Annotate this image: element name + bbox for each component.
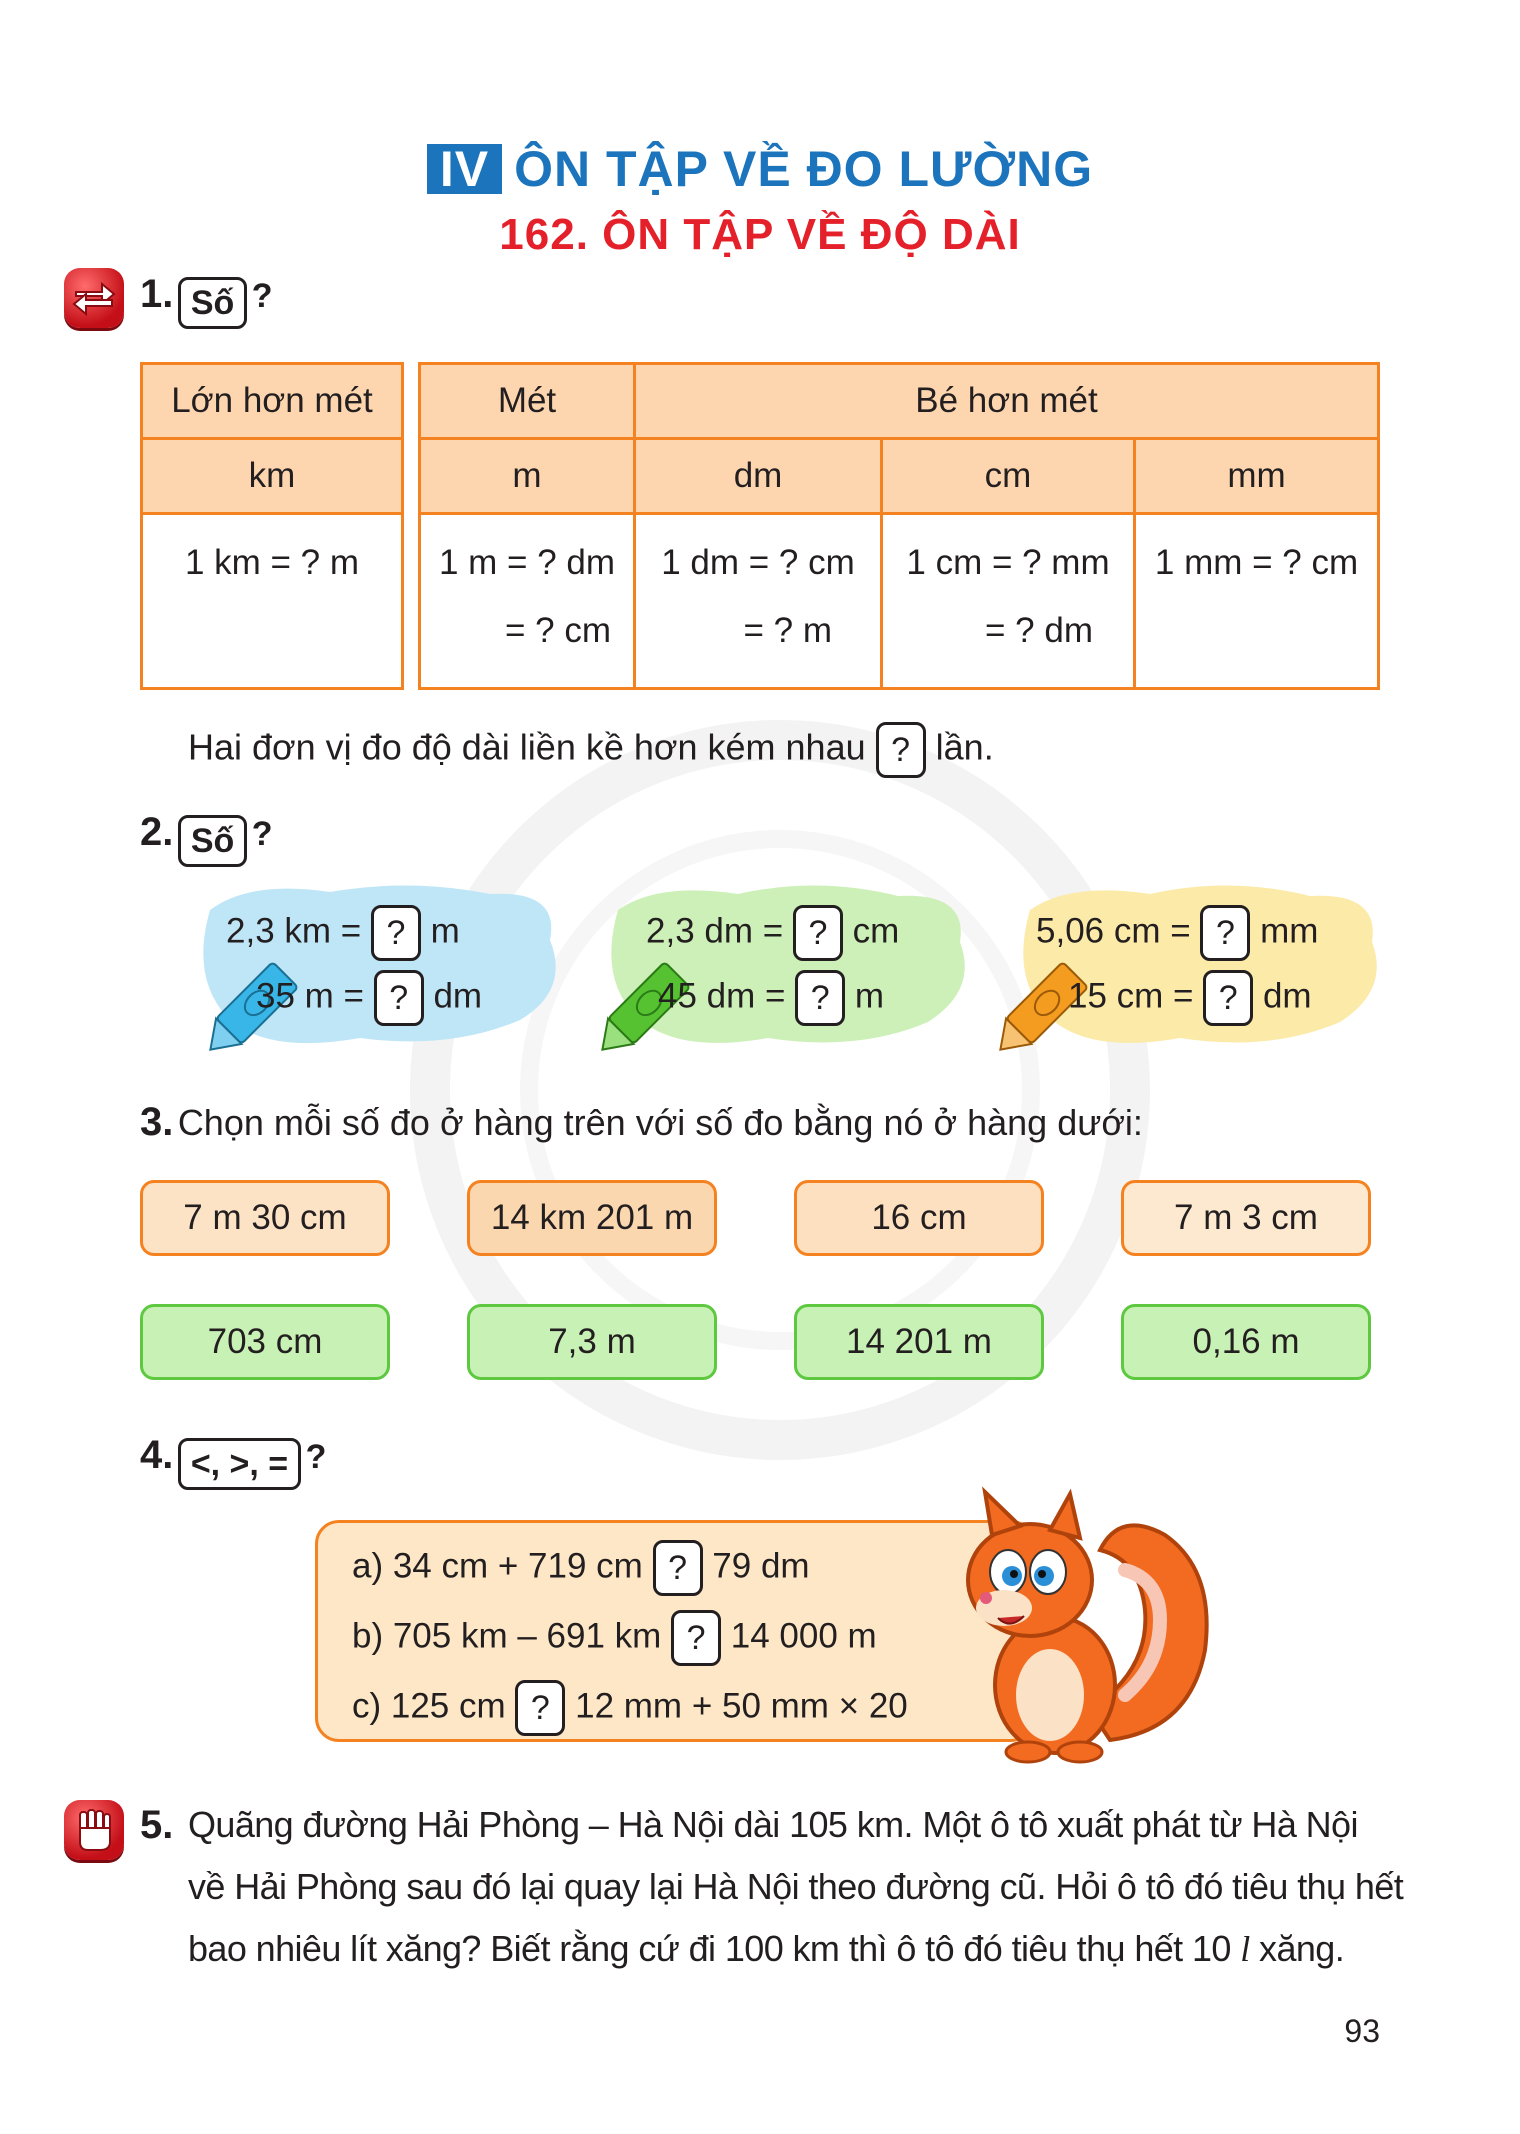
q2-heading [140,810,273,867]
cell-cm [882,514,1135,689]
q2-g1-r2-unit: dm [433,976,483,1016]
cell-mm [1135,514,1379,689]
cell-m [420,514,635,689]
chapter-title [0,140,1520,198]
q2-group3-row2 [1068,970,1312,1026]
q1-sentence [188,722,994,778]
raised-fist-icon [64,1800,124,1860]
cell-dm-line1: 1 dm = ? cm [661,543,855,582]
q2-g3-r2-unit: dm [1262,976,1312,1016]
section-badge: IV [427,144,502,194]
cell-dm [635,514,882,689]
unit-dm: dm [635,439,882,514]
q3-top-card-4[interactable]: 7 m 3 cm [1121,1180,1371,1256]
q1-sentence-box: ? [876,722,926,778]
q4-b-right: 14 000 m [730,1616,877,1656]
q4-c-left: c) 125 cm [352,1686,506,1726]
q5-line-3 [188,1928,1344,1970]
cell-cm-line1: 1 cm = ? mm [906,543,1110,582]
units-table-meter-smaller [418,362,1380,690]
header-meter: Mét [420,364,635,439]
cell-mm-line1: 1 mm = ? cm [1154,543,1359,582]
q2-g2-r1-unit: cm [852,911,900,951]
chapter-title-text: ÔN TẬP VỀ ĐO LƯỜNG [514,141,1094,197]
q4-c-right: 12 mm + 50 mm × 20 [575,1686,908,1726]
q4-prompt-mark: ? [305,1438,327,1476]
q4-a-left: a) 34 cm + 719 cm [352,1546,643,1586]
q5-number-wrap [140,1803,173,1848]
q2-g2-r2-box: ? [795,970,845,1026]
q4-line-a [352,1540,810,1596]
q3-top-card-2[interactable]: 14 km 201 m [467,1180,717,1256]
q5-line-end: xăng. [1259,1928,1345,1969]
q3-top-card-3[interactable]: 16 cm [794,1180,1044,1256]
cell-dm-line2: = ? m [743,611,832,650]
q1-prompt-box: Số [178,277,247,329]
squirrel-icon [940,1480,1220,1770]
exchange-arrows-icon [64,268,124,328]
q4-line-b [352,1610,877,1666]
q2-g2-r1-left: 2,3 dm = [646,911,784,951]
q2-g3-r2-box: ? [1203,970,1253,1026]
units-table-larger [140,362,404,690]
q2-g1-r1-box: ? [371,905,421,961]
q2-g2-r2-left: 45 dm = [658,976,786,1016]
q1-prompt-mark: ? [251,277,273,315]
q5-unit-symbol: l [1240,1929,1250,1969]
q2-g3-r2-left: 15 cm = [1068,976,1194,1016]
q4-a-right: 79 dm [712,1546,810,1586]
q2-number: 2. [140,810,174,854]
q5-line-2: về Hải Phòng sau đó lại quay lại Hà Nội theo đường cũ. Hỏi ô tô đó tiêu thụ hết [188,1866,1404,1907]
q4-line-c [352,1680,908,1736]
q1-sentence-before: Hai đơn vị đo độ dài liền kề hơn kém nhau [188,726,866,768]
q2-group3-row1 [1036,905,1318,961]
q3-bottom-card-3[interactable]: 14 201 m [794,1304,1044,1380]
q2-g3-r1-box: ? [1200,905,1250,961]
q5-number: 5. [140,1803,174,1847]
q2-g3-r1-left: 5,06 cm = [1036,911,1191,951]
q3-number: 3. [140,1100,174,1144]
q3-bottom-card-2[interactable]: 7,3 m [467,1304,717,1380]
q2-g1-r1-left: 2,3 km = [226,911,362,951]
q4-heading [140,1433,326,1490]
q2-group2-row2 [658,970,884,1026]
q3-heading [140,1100,1143,1145]
q3-prompt: Chọn mỗi số đo ở hàng trên với số đo bằng nó ở hàng dưới: [177,1102,1143,1143]
q2-group1-row1 [226,905,460,961]
cell-km [142,514,403,689]
q4-b-box[interactable]: ? [671,1610,721,1666]
q2-g1-r2-box: ? [374,970,424,1026]
header-smaller-than-meter: Bé hơn mét [635,364,1379,439]
cell-km-line1: 1 km = ? m [184,543,360,582]
cell-m-line2: = ? cm [504,611,611,650]
q5-line-3-text: bao nhiêu lít xăng? Biết rằng cứ đi 100 km thì ô tô đó tiêu thụ hết 10 [188,1928,1231,1969]
q4-prompt-box: <, >, = [178,1438,301,1490]
q2-prompt-mark: ? [251,815,273,853]
q2-prompt-box: Số [178,815,247,867]
q4-b-left: b) 705 km – 691 km [352,1616,662,1656]
q3-bottom-card-1[interactable]: 703 cm [140,1304,390,1380]
unit-mm: mm [1135,439,1379,514]
unit-m: m [420,439,635,514]
lesson-title: 162. ÔN TẬP VỀ ĐỘ DÀI [499,210,1021,259]
unit-cm: cm [882,439,1135,514]
q1-sentence-after: lần. [935,726,994,768]
q3-bottom-card-4[interactable]: 0,16 m [1121,1304,1371,1380]
q2-g1-r1-unit: m [430,911,460,951]
q5-line-1: Quãng đường Hải Phòng – Hà Nội dài 105 km. Một ô tô xuất phát từ Hà Nội [188,1804,1358,1845]
q1-heading [140,272,273,329]
header-larger-than-meter: Lớn hơn mét [142,364,403,439]
unit-km: km [142,439,403,514]
q2-g2-r2-unit: m [854,976,885,1016]
q2-group1-row2 [256,970,482,1026]
q2-g3-r1-unit: mm [1260,911,1319,951]
q3-top-card-1[interactable]: 7 m 30 cm [140,1180,390,1256]
q2-group2-row1 [646,905,899,961]
q1-number: 1. [140,272,174,316]
cell-m-line1: 1 m = ? dm [438,543,616,582]
q2-g1-r2-left: 35 m = [256,976,364,1016]
page-number: 93 [1344,2013,1380,2049]
q4-c-box[interactable]: ? [515,1680,565,1736]
q2-g2-r1-box: ? [793,905,843,961]
cell-cm-line2: = ? dm [985,611,1093,650]
q4-number: 4. [140,1433,174,1477]
q4-a-box[interactable]: ? [653,1540,703,1596]
